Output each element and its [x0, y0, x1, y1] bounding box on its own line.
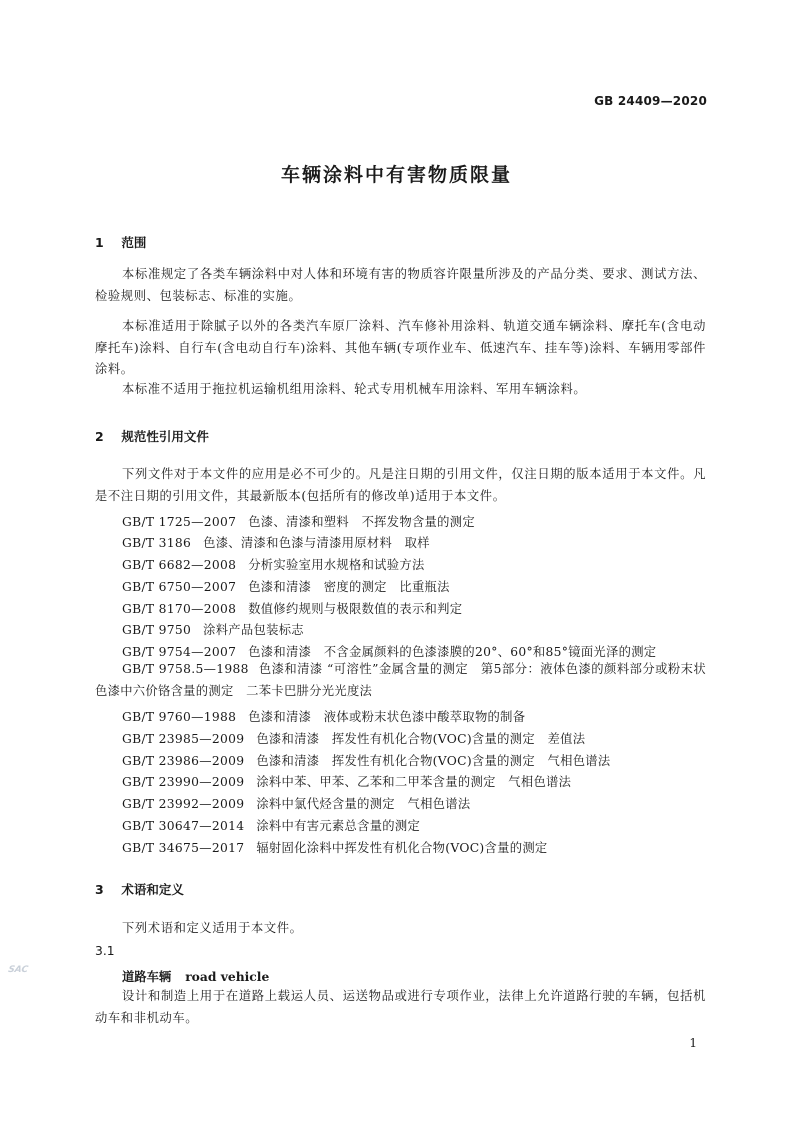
reference-code: GB/T 9760—1988: [122, 710, 237, 724]
reference-item: [122, 816, 420, 834]
reference-code: GB/T 23990—2009: [122, 775, 245, 789]
paragraph: 本标准规定了各类车辆涂料中对人体和环境有害的物质容许限量所涉及的产品分类、要求、测试方法、检验规则、包装标志、标准的实施。: [95, 267, 706, 303]
reference-title: 涂料产品包装标志: [203, 623, 304, 637]
reference-item: [122, 772, 571, 790]
reference-code: GB/T 1725—2007: [122, 515, 237, 529]
term-definition: 设计和制造上用于在道路上载运人员、运送物品或进行专项作业，法律上允许道路行驶的车辆，包括机动车和非机动车。: [95, 989, 706, 1025]
section-1-heading: [95, 233, 146, 251]
reference-item: [122, 620, 304, 638]
section-title: 术语和定义: [121, 882, 184, 897]
reference-title: 色漆、清漆和色漆与清漆用原材料 取样: [203, 536, 430, 550]
reference-item: [122, 555, 425, 573]
paragraph: 下列术语和定义适用于本文件。: [122, 921, 303, 935]
reference-code: GB/T 9754—2007: [122, 645, 237, 659]
reference-item: [122, 577, 450, 595]
reference-item: [122, 838, 548, 856]
reference-title: 色漆和清漆 液体或粉末状色漆中酸萃取物的制备: [248, 710, 526, 724]
reference-title: 色漆和清漆 不含金属颜料的色漆漆膜的20°、60°和85°镜面光泽的测定: [248, 645, 657, 659]
reference-code: GB/T 23986—2009: [122, 754, 245, 768]
paragraph: 本标准适用于除腻子以外的各类汽车原厂涂料、汽车修补用涂料、轨道交通车辆涂料、摩托车(含电动摩托车)涂料、自行车(含电动自行车)涂料、其他车辆(专项作业车、低速汽车、挂车等)涂料、车辆用零部件涂料。: [95, 319, 706, 377]
term-chinese: 道路车辆: [122, 970, 172, 984]
reference-code: GB/T 6682—2008: [122, 558, 237, 572]
reference-item: [122, 599, 462, 617]
paragraph: 本标准不适用于拖拉机运输机组用涂料、轮式专用机械车用涂料、军用车辆涂料。: [122, 382, 587, 396]
section-title: 规范性引用文件: [121, 429, 209, 444]
reference-title: 辐射固化涂料中挥发性有机化合物(VOC)含量的测定: [256, 841, 548, 855]
reference-item: [122, 533, 430, 551]
reference-item: [122, 707, 525, 725]
reference-code: GB/T 9758.5—1988: [122, 662, 249, 676]
section-3-heading: [95, 880, 184, 898]
reference-code: GB/T 9750: [122, 623, 192, 637]
reference-title: 色漆和清漆 挥发性有机化合物(VOC)含量的测定 气相色谱法: [256, 754, 611, 768]
reference-title: 涂料中苯、甲苯、乙苯和二甲苯含量的测定 气相色谱法: [256, 775, 572, 789]
reference-item: [95, 659, 706, 702]
reference-code: GB/T 3186: [122, 536, 192, 550]
paragraph: 下列文件对于本文件的应用是必不可少的。凡是注日期的引用文件，仅注日期的版本适用于本文件。凡是不注日期的引用文件，其最新版本(包括所有的修改单)适用于本文件。: [95, 467, 706, 503]
clause-number: 3.1: [95, 944, 115, 958]
reference-title: 分析实验室用水规格和试验方法: [248, 558, 425, 572]
section-number: 2: [95, 429, 104, 444]
reference-title: 数值修约规则与极限数值的表示和判定: [248, 602, 463, 616]
document-title: 车辆涂料中有害物质限量: [280, 164, 512, 186]
term-english: road vehicle: [185, 969, 270, 984]
term-entry: [122, 967, 269, 985]
reference-code: GB/T 6750—2007: [122, 580, 237, 594]
standard-code: GB 24409—2020: [594, 94, 707, 108]
reference-item: [122, 751, 611, 769]
reference-title: 涂料中有害元素总含量的测定: [256, 819, 421, 833]
page-number: 1: [689, 1036, 697, 1050]
section-number: 1: [95, 235, 104, 250]
reference-title: 色漆和清漆 “可溶性”金属含量的测定 第5部分：液体色漆的颜料部分或粉末状色漆中六价铬含量的测定 二苯卡巴肼分光光度法: [95, 662, 706, 698]
section-2-heading: [95, 427, 209, 445]
section-title: 范围: [121, 235, 147, 250]
reference-code: GB/T 30647—2014: [122, 819, 245, 833]
reference-code: GB/T 8170—2008: [122, 602, 237, 616]
reference-title: 涂料中氯代烃含量的测定 气相色谱法: [256, 797, 471, 811]
reference-item: [122, 794, 470, 812]
reference-title: 色漆和清漆 挥发性有机化合物(VOC)含量的测定 差值法: [256, 732, 586, 746]
reference-item: [122, 729, 585, 747]
reference-item: [122, 642, 656, 660]
section-number: 3: [95, 882, 104, 897]
watermark-logo: SAC: [7, 965, 29, 975]
reference-code: GB/T 23992—2009: [122, 797, 245, 811]
reference-item: [122, 512, 475, 530]
reference-title: 色漆和清漆 密度的测定 比重瓶法: [248, 580, 450, 594]
reference-code: GB/T 23985—2009: [122, 732, 245, 746]
reference-code: GB/T 34675—2017: [122, 841, 245, 855]
reference-title: 色漆、清漆和塑料 不挥发物含量的测定: [248, 515, 475, 529]
